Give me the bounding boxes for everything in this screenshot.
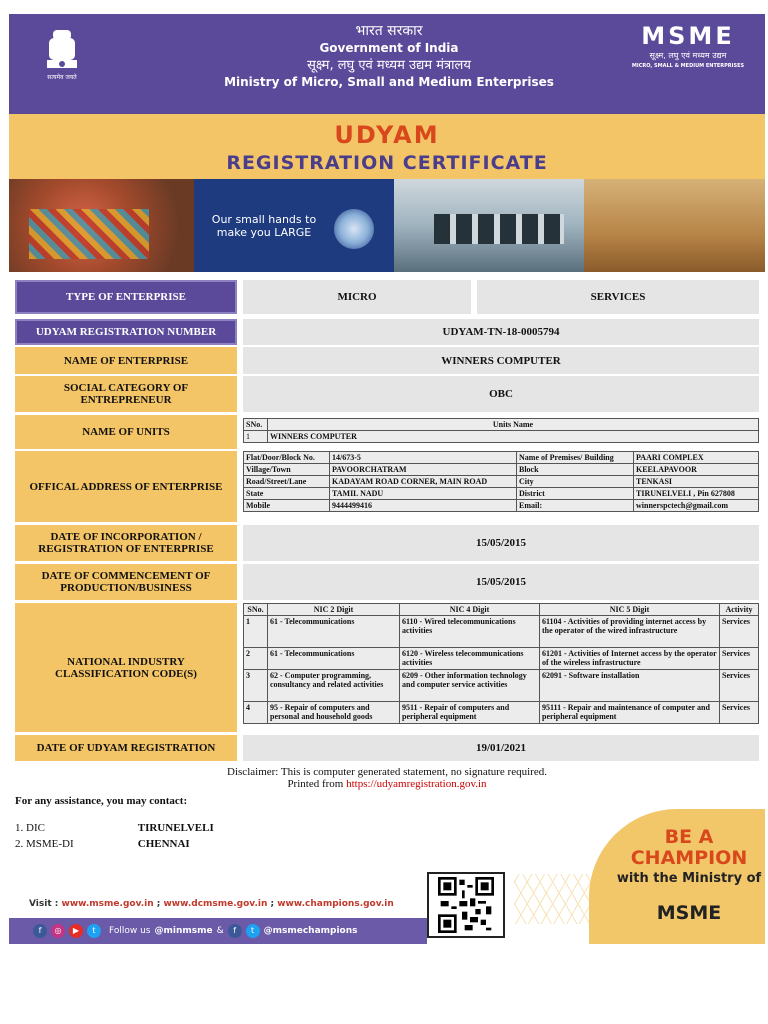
social-follow-bar bbox=[9, 918, 427, 944]
row-date-of-udyam-registration bbox=[15, 735, 759, 761]
contact-msme-di bbox=[15, 838, 190, 850]
nic-header-cell: Activity bbox=[720, 604, 759, 616]
nic-cell: Services bbox=[720, 670, 759, 702]
title-band bbox=[9, 114, 765, 179]
address-key: City bbox=[517, 476, 634, 488]
msme-logo-hindi: सूक्ष्म, लघु एवं मध्यम उद्यम bbox=[649, 51, 727, 60]
facebook-icon[interactable]: f bbox=[228, 924, 242, 938]
urn-value: UDYAM-TN-18-0005794 bbox=[243, 319, 759, 345]
twitter-icon[interactable]: t bbox=[246, 924, 260, 938]
msme-logo-english: MICRO, SMALL & MEDIUM ENTERPRISES bbox=[631, 63, 745, 69]
address-value: KEELAPAVOOR bbox=[634, 464, 759, 476]
address-key: District bbox=[517, 488, 634, 500]
address-table-wrap bbox=[243, 451, 759, 522]
type-label: TYPE OF ENTERPRISE bbox=[15, 280, 237, 314]
champion-subtitle: with the Ministry of bbox=[616, 871, 762, 886]
table-row bbox=[244, 464, 759, 476]
banner-farm-photo bbox=[584, 179, 765, 272]
address-value: 9444499416 bbox=[330, 500, 517, 512]
champion-title: BE A CHAMPION bbox=[630, 826, 748, 869]
title-udyam: UDYAM bbox=[334, 121, 440, 149]
contact-key: 1. DIC bbox=[15, 822, 45, 834]
contact-value: TIRUNELVELI bbox=[137, 822, 214, 834]
table-row bbox=[244, 616, 759, 648]
twitter-icon[interactable]: t bbox=[87, 924, 101, 938]
follow-us-label: Follow us bbox=[109, 926, 151, 936]
youtube-icon[interactable]: ▶ bbox=[69, 924, 83, 938]
title-registration-certificate: REGISTRATION CERTIFICATE bbox=[226, 152, 548, 174]
address-key: Name of Premises/ Building bbox=[517, 452, 634, 464]
hindi-government: भारत सरकार bbox=[355, 23, 423, 39]
social-category-value: OBC bbox=[243, 376, 759, 412]
nic-cell: 62091 - Software installation bbox=[540, 670, 720, 702]
row-official-address bbox=[15, 451, 759, 522]
national-emblem-icon bbox=[39, 24, 85, 84]
visit-links: Visit : www.msme.gov.in ; www.dcmsme.gov.in ; www.champions.gov.in bbox=[29, 899, 394, 909]
contact-key: 2. MSME-DI bbox=[15, 838, 74, 850]
address-value: winnerspctech@gmail.com bbox=[634, 500, 759, 512]
enterprise-name-value: WINNERS COMPUTER bbox=[243, 347, 759, 374]
address-value: 14/673-5 bbox=[330, 452, 517, 464]
units-label: NAME OF UNITS bbox=[15, 415, 237, 449]
government-of-india: Government of India bbox=[319, 41, 459, 55]
units-header-row bbox=[244, 419, 759, 431]
msme-logo-text: MSME bbox=[641, 22, 735, 50]
nic-header-cell: NIC 5 Digit bbox=[540, 604, 720, 616]
udyam-date-label: DATE OF UDYAM REGISTRATION bbox=[15, 735, 237, 761]
nic-table-wrap bbox=[243, 603, 759, 732]
nic-cell: 6209 - Other information technology and computer service activities bbox=[400, 670, 540, 702]
banner-image bbox=[9, 179, 765, 272]
row-nic-codes bbox=[15, 603, 759, 732]
units-header-name: Units Name bbox=[268, 419, 759, 431]
banner-office-photo bbox=[394, 179, 584, 272]
address-key: State bbox=[244, 488, 330, 500]
table-row bbox=[244, 476, 759, 488]
address-value: TENKASI bbox=[634, 476, 759, 488]
table-row bbox=[244, 452, 759, 464]
units-cell-sno: 1 bbox=[244, 431, 268, 443]
contact-value: CHENNAI bbox=[137, 838, 190, 850]
nic-cell: 61 - Telecommunications bbox=[268, 648, 400, 670]
table-row bbox=[244, 702, 759, 724]
printed-from-label: Printed from bbox=[287, 778, 344, 790]
units-table bbox=[243, 418, 759, 443]
visit-link-champions[interactable]: www.champions.gov.in bbox=[277, 899, 394, 909]
nic-cell: Services bbox=[720, 702, 759, 724]
address-key: Mobile bbox=[244, 500, 330, 512]
address-key: Block bbox=[517, 464, 634, 476]
row-name-of-units bbox=[15, 415, 759, 449]
type-activity-value: SERVICES bbox=[477, 280, 759, 314]
incorporation-label: DATE OF INCORPORATION / REGISTRATION OF ENTERPRISE bbox=[15, 525, 237, 561]
nic-cell: 4 bbox=[244, 702, 268, 724]
type-size-value: MICRO bbox=[243, 280, 471, 314]
disclaimer bbox=[9, 766, 765, 790]
nic-header-cell: NIC 2 Digit bbox=[268, 604, 400, 616]
nic-cell: 95111 - Repair and maintenance of computer and peripheral equipment bbox=[540, 702, 720, 724]
visit-link-dcmsme[interactable]: www.dcmsme.gov.in bbox=[163, 899, 268, 909]
handle-minmsme[interactable]: @minmsme bbox=[154, 926, 213, 936]
row-social-category bbox=[15, 376, 759, 412]
nic-cell: 6120 - Wireless telecommunications activities bbox=[400, 648, 540, 670]
facebook-icon[interactable]: f bbox=[33, 924, 47, 938]
nic-cell: 6110 - Wired telecommunications activities bbox=[400, 616, 540, 648]
row-registration-number bbox=[15, 319, 759, 345]
udyam-certificate bbox=[9, 14, 765, 944]
hindi-ministry: सूक्ष्म, लघु एवं मध्यम उद्यम मंत्रालय bbox=[307, 58, 471, 73]
address-value: PAVOORCHATRAM bbox=[330, 464, 517, 476]
row-enterprise-name bbox=[15, 347, 759, 374]
printed-from-line bbox=[9, 778, 765, 790]
address-value: KADAYAM ROAD CORNER, MAIN ROAD bbox=[330, 476, 517, 488]
msme-logo bbox=[623, 22, 753, 70]
nic-cell: Services bbox=[720, 616, 759, 648]
address-key: Email: bbox=[517, 500, 634, 512]
table-row bbox=[244, 431, 759, 443]
row-type-of-enterprise bbox=[15, 280, 759, 314]
nic-cell: 9511 - Repair of computers and peripheral equipment bbox=[400, 702, 540, 724]
svg-text:सत्यमेव जयते: सत्यमेव जयते bbox=[47, 74, 77, 81]
assistance-heading: For any assistance, you may contact: bbox=[15, 795, 188, 807]
disclaimer-text: Disclaimer: This is computer generated statement, no signature required. bbox=[227, 766, 547, 778]
table-row bbox=[244, 670, 759, 702]
enterprise-name-label: NAME OF ENTERPRISE bbox=[15, 347, 237, 374]
address-key: Village/Town bbox=[244, 464, 330, 476]
address-value: PAARI COMPLEX bbox=[634, 452, 759, 464]
ministry-name: Ministry of Micro, Small and Medium Enterprises bbox=[224, 75, 554, 89]
ampersand: & bbox=[216, 926, 224, 936]
contact-dic bbox=[15, 822, 214, 834]
table-row bbox=[244, 488, 759, 500]
nic-cell: 95 - Repair of computers and personal and household goods bbox=[268, 702, 400, 724]
commencement-value: 15/05/2015 bbox=[243, 564, 759, 600]
banner-slogan: Our small hands to make you LARGE bbox=[211, 213, 317, 239]
table-row bbox=[244, 500, 759, 512]
urn-label: UDYAM REGISTRATION NUMBER bbox=[15, 319, 237, 345]
address-key: Flat/Door/Block No. bbox=[244, 452, 330, 464]
commencement-label: DATE OF COMMENCEMENT OF PRODUCTION/BUSINESS bbox=[15, 564, 237, 600]
banner-artisan-photo bbox=[9, 179, 194, 272]
address-value: TAMIL NADU bbox=[330, 488, 517, 500]
row-date-of-commencement bbox=[15, 564, 759, 600]
champion-badge bbox=[589, 809, 765, 944]
nic-cell: Services bbox=[720, 648, 759, 670]
udyam-date-value: 19/01/2021 bbox=[243, 735, 759, 761]
hand-wheel-icon bbox=[334, 209, 374, 249]
nic-table bbox=[243, 603, 759, 724]
table-row bbox=[244, 648, 759, 670]
nic-header-row bbox=[244, 604, 759, 616]
qr-code-icon bbox=[432, 877, 500, 933]
nic-cell: 3 bbox=[244, 670, 268, 702]
visit-link-msme[interactable]: www.msme.gov.in bbox=[61, 899, 154, 909]
nic-cell: 61 - Telecommunications bbox=[268, 616, 400, 648]
social-category-label: SOCIAL CATEGORY OF ENTREPRENEUR bbox=[15, 376, 237, 412]
handle-msmechampions[interactable]: @msmechampions bbox=[263, 926, 358, 936]
printed-from-link[interactable]: https://udyamregistration.gov.in bbox=[346, 778, 487, 790]
incorporation-value: 15/05/2015 bbox=[243, 525, 759, 561]
nic-cell: 1 bbox=[244, 616, 268, 648]
nic-label: NATIONAL INDUSTRY CLASSIFICATION CODE(S) bbox=[15, 603, 237, 732]
address-key: Road/Street/Lane bbox=[244, 476, 330, 488]
champion-msme: MSME bbox=[656, 902, 722, 924]
nic-cell: 62 - Computer programming, consultancy and related activities bbox=[268, 670, 400, 702]
instagram-icon[interactable]: ◎ bbox=[51, 924, 65, 938]
nic-cell: 2 bbox=[244, 648, 268, 670]
address-table bbox=[243, 451, 759, 512]
nic-cell: 61104 - Activities of providing internet access by the operator of the wired infrastructure bbox=[540, 616, 720, 648]
nic-header-cell: SNo. bbox=[244, 604, 268, 616]
header-band bbox=[9, 14, 765, 114]
units-table-wrap bbox=[243, 415, 759, 449]
nic-cell: 61201 - Activities of Internet access by the operator of the wireless infrastructure bbox=[540, 648, 720, 670]
units-header-sno: SNo. bbox=[244, 419, 268, 431]
address-value: TIRUNELVELI , Pin 627808 bbox=[634, 488, 759, 500]
units-cell-name: WINNERS COMPUTER bbox=[268, 431, 759, 443]
address-label: OFFICAL ADDRESS OF ENTERPRISE bbox=[15, 451, 237, 522]
visit-label: Visit : bbox=[29, 899, 59, 909]
nic-header-cell: NIC 4 Digit bbox=[400, 604, 540, 616]
row-date-of-incorporation bbox=[15, 525, 759, 561]
header-titles bbox=[159, 22, 619, 91]
qr-code bbox=[427, 872, 505, 938]
